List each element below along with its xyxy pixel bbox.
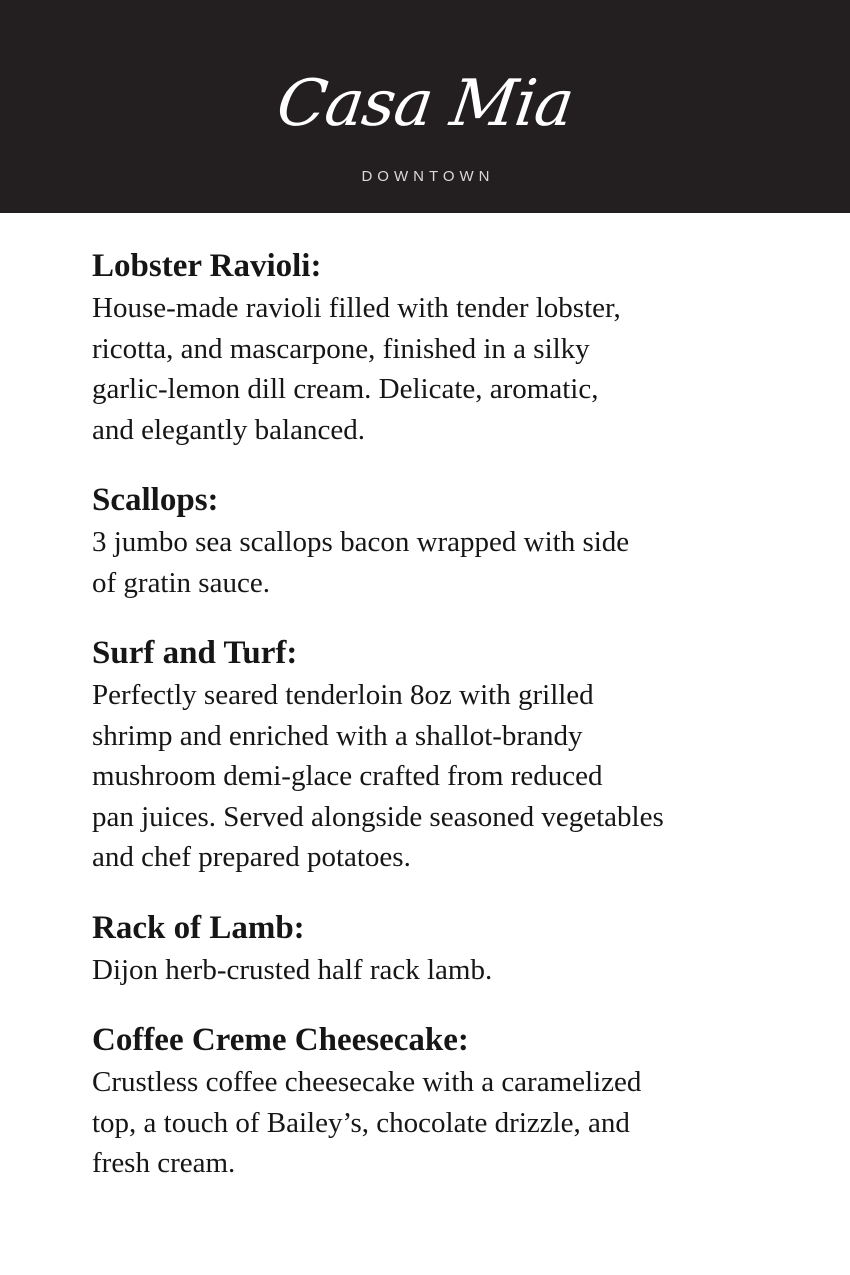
menu-item-description: House-made ravioli filled with tender lobster, ricotta, and mascarpone, finished in a silky garlic-lemon dill cream. Delicate, aromatic, and elegantly balanced. [92,292,621,446]
menu-item-description: Dijon herb-crusted half rack lamb. [92,953,493,986]
menu-item-title: Coffee Creme Cheesecake: [92,1022,469,1058]
menu-item-coffee-creme-cheesecake [92,1018,772,1184]
header-banner [0,0,850,213]
menu-item-title: Scallops: [92,482,219,518]
menu-item-rack-of-lamb [92,906,772,991]
menu-item-description: Perfectly seared tenderloin 8oz with grilled shrimp and enriched with a shallot-brandy mushroom demi-glace crafted from reduced pan juices. Served alongside seasoned vegetables and chef prepared potatoes. [92,679,664,873]
menu-list [92,244,772,1212]
menu-item-title: Lobster Ravioli: [92,248,322,284]
menu-item-lobster-ravioli [92,244,772,450]
menu-item-scallops [92,478,772,603]
logo-subtitle: DOWNTOWN [361,168,495,185]
menu-item-title: Surf and Turf: [92,635,298,671]
logo-script-text: Casa Mia [272,67,578,141]
menu-item-surf-and-turf [92,631,772,878]
menu-item-description: Crustless coffee cheesecake with a caramelized top, a touch of Bailey’s, chocolate drizzle, and fresh cream. [92,1066,642,1179]
restaurant-logo [0,0,850,213]
menu-item-description: 3 jumbo sea scallops bacon wrapped with side of gratin sauce. [92,526,630,599]
menu-item-title: Rack of Lamb: [92,909,305,946]
